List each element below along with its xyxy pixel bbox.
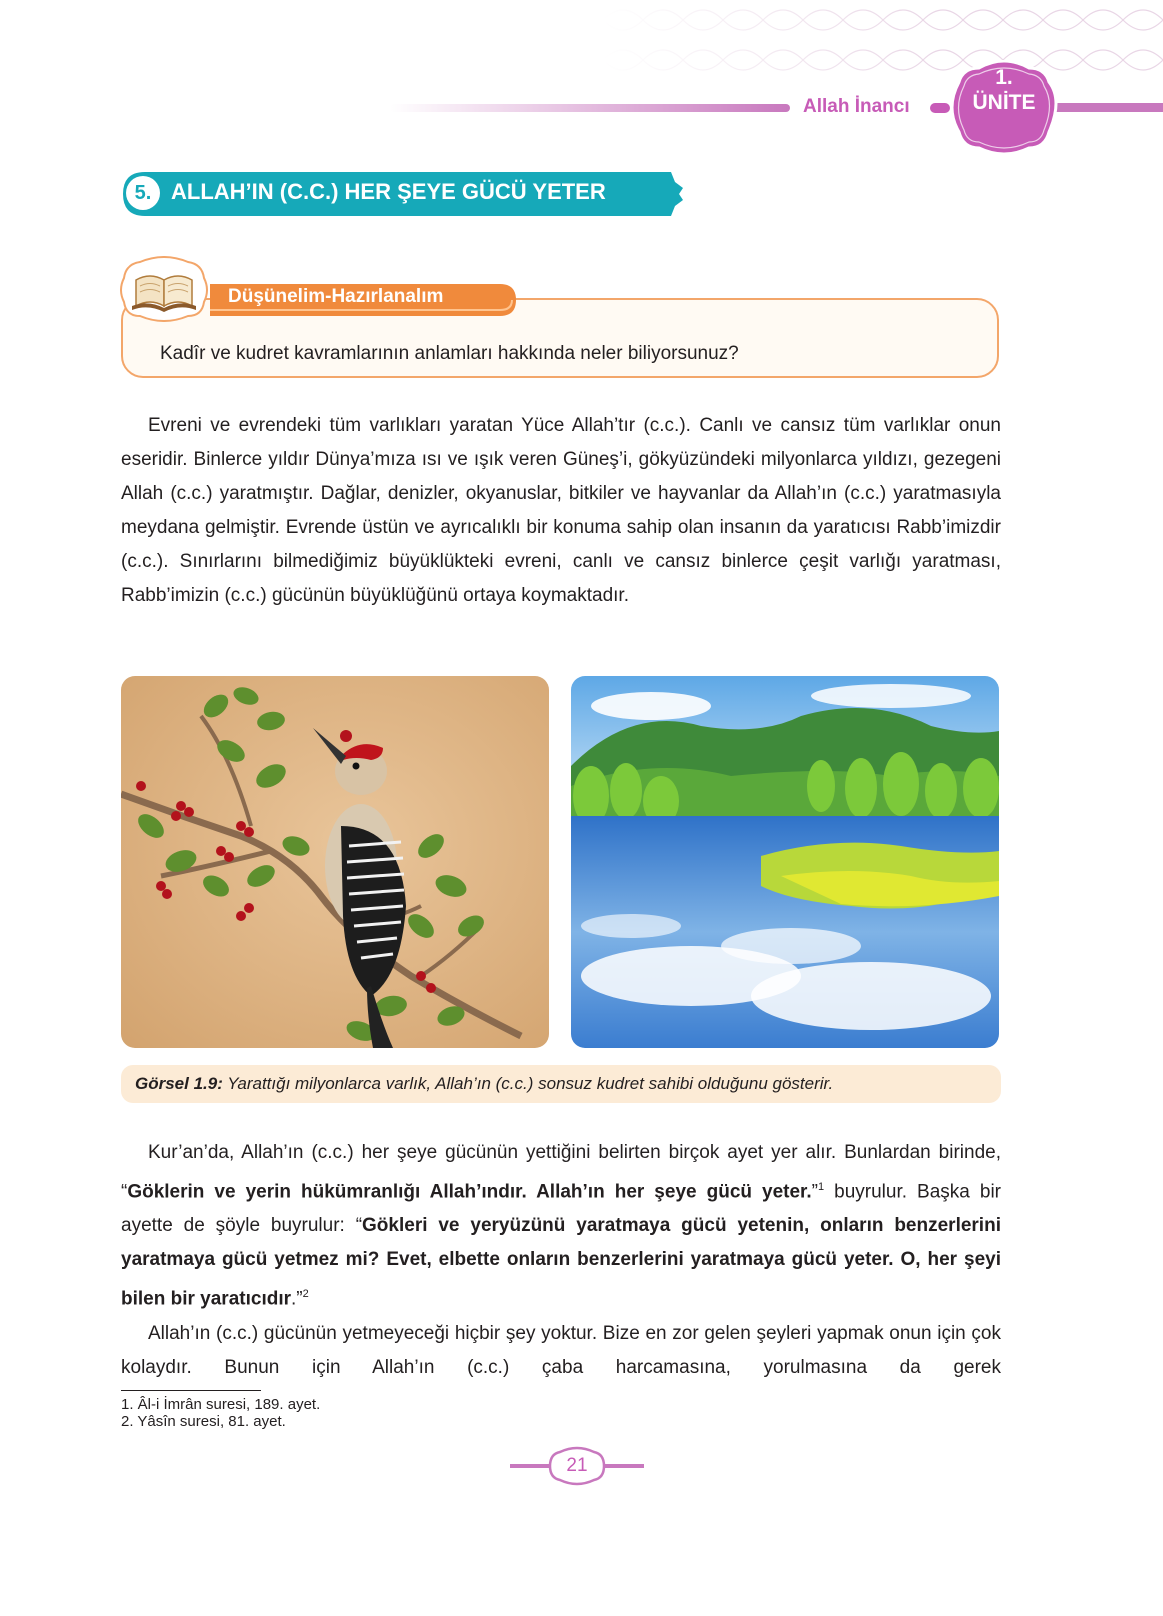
unit-number: 1. bbox=[995, 66, 1013, 89]
woodpecker-illustration bbox=[121, 676, 549, 1048]
section-number: 5. bbox=[126, 176, 160, 210]
footnotes bbox=[121, 1396, 320, 1430]
verse-quote-1-close: ” bbox=[811, 1181, 818, 1203]
page-number-ornament bbox=[510, 1446, 644, 1486]
footnote-ref-1: 1 bbox=[818, 1181, 825, 1193]
unit-label bbox=[945, 66, 1063, 116]
think-box-question: Kadîr ve kudret kavramlarının anlamları hakkında neler biliyorsunuz? bbox=[160, 343, 739, 364]
header-rule-right bbox=[1048, 103, 1163, 112]
paragraph-3: Allah’ın (c.c.) gücünün yetmeyeceği hiçbir şey yoktur. Bize en zor gelen şeyleri yapmak onun için çok kolaydır. Bunun için Allah’ın (c.c.) çaba harcamasına, yorulmasına da gerek bbox=[121, 1322, 1001, 1378]
unit-word: ÜNİTE bbox=[972, 91, 1036, 114]
footnote-1: 1. Âl-i İmrân suresi, 189. ayet. bbox=[121, 1396, 321, 1413]
lake-illustration bbox=[571, 676, 999, 1048]
caption-body: Yarattığı milyonlarca varlık, Allah’ın (c.c.) sonsuz kudret sahibi olduğunu gösterir. bbox=[227, 1074, 834, 1093]
footnote-divider bbox=[121, 1390, 261, 1391]
verse-quote-2-close: .” bbox=[291, 1288, 303, 1310]
footnote-ref-2: 2 bbox=[302, 1288, 309, 1301]
paragraph-2 bbox=[121, 1136, 1001, 1317]
open-book-icon bbox=[120, 256, 208, 322]
paragraph-1: Evreni ve evrendeki tüm varlıkları yaratan Yüce Allah’tır (c.c.). Canlı ve cansız tüm varlıklar onun eseridir. Binlerce yıldır Dünya’mıza ısı ve ışık veren Güneş’i, gökyüzündeki milyonlarca yıldızı, gezegeni Allah (c.c.) yaratmıştır. Dağlar, denizler, okyanuslar, bitkiler ve hayvanlar da Allah’ın (c.c.) yaratmasıyla meydana gelmiştir. Evrende üstün ve ayrıcalıklı bir konuma sahip olan insanın da yaratıcısı Rabb’imizdir (c.c.). Sınırlarını bilmediğimiz büyüklükteki evreni, canlı ve cansız binlerce çeşit varlığı yaratması, Rabb’imizin (c.c.) gücünün büyüklüğünü ortaya koymaktadır. bbox=[121, 415, 1001, 606]
page-number: 21 bbox=[566, 1455, 588, 1476]
woodpecker-photo bbox=[121, 676, 549, 1048]
header-rule bbox=[390, 104, 790, 112]
section-title: ALLAH’IN (C.C.) HER ŞEYE GÜCÜ YETER bbox=[171, 179, 606, 204]
verse-quote-2: Gökleri ve yeryüzünü yaratmaya gücü yetenin, onların benzerlerini yaratmaya gücü yetmez mi? Evet, elbette onların benzerlerini yaratmaya gücü yeter. O, her şeyi bilen bir yaratıcıdır bbox=[121, 1215, 1001, 1310]
think-box-label: Düşünelim-Hazırlanalım bbox=[228, 286, 444, 307]
paragraph-intro bbox=[121, 409, 1001, 613]
verse-quote-1: Göklerin ve yerin hükümranlığı Allah’ındır. Allah’ın her şeye gücü yeter. bbox=[127, 1181, 812, 1203]
lake-landscape-photo bbox=[571, 676, 999, 1048]
footnote-2: 2. Yâsîn suresi, 81. ayet. bbox=[121, 1413, 286, 1430]
section-title-banner bbox=[123, 170, 693, 218]
paragraph-verses bbox=[121, 1136, 1001, 1385]
caption-label: Görsel 1.9: bbox=[135, 1074, 223, 1093]
caption-text bbox=[135, 1074, 833, 1094]
figure-caption bbox=[121, 1065, 1001, 1103]
paragraph-2-intro: Kur’an’da, Allah’ın (c.c.) her şeye gücünün yettiğini belirten birçok ayet yer alır. Bunlardan birinde, “ bbox=[121, 1142, 1001, 1203]
paragraph-2-mid: buyrulur. Başka bir ayette de şöyle buyrulur: “ bbox=[121, 1181, 1001, 1237]
header-section-label: Allah İnancı bbox=[803, 96, 910, 117]
